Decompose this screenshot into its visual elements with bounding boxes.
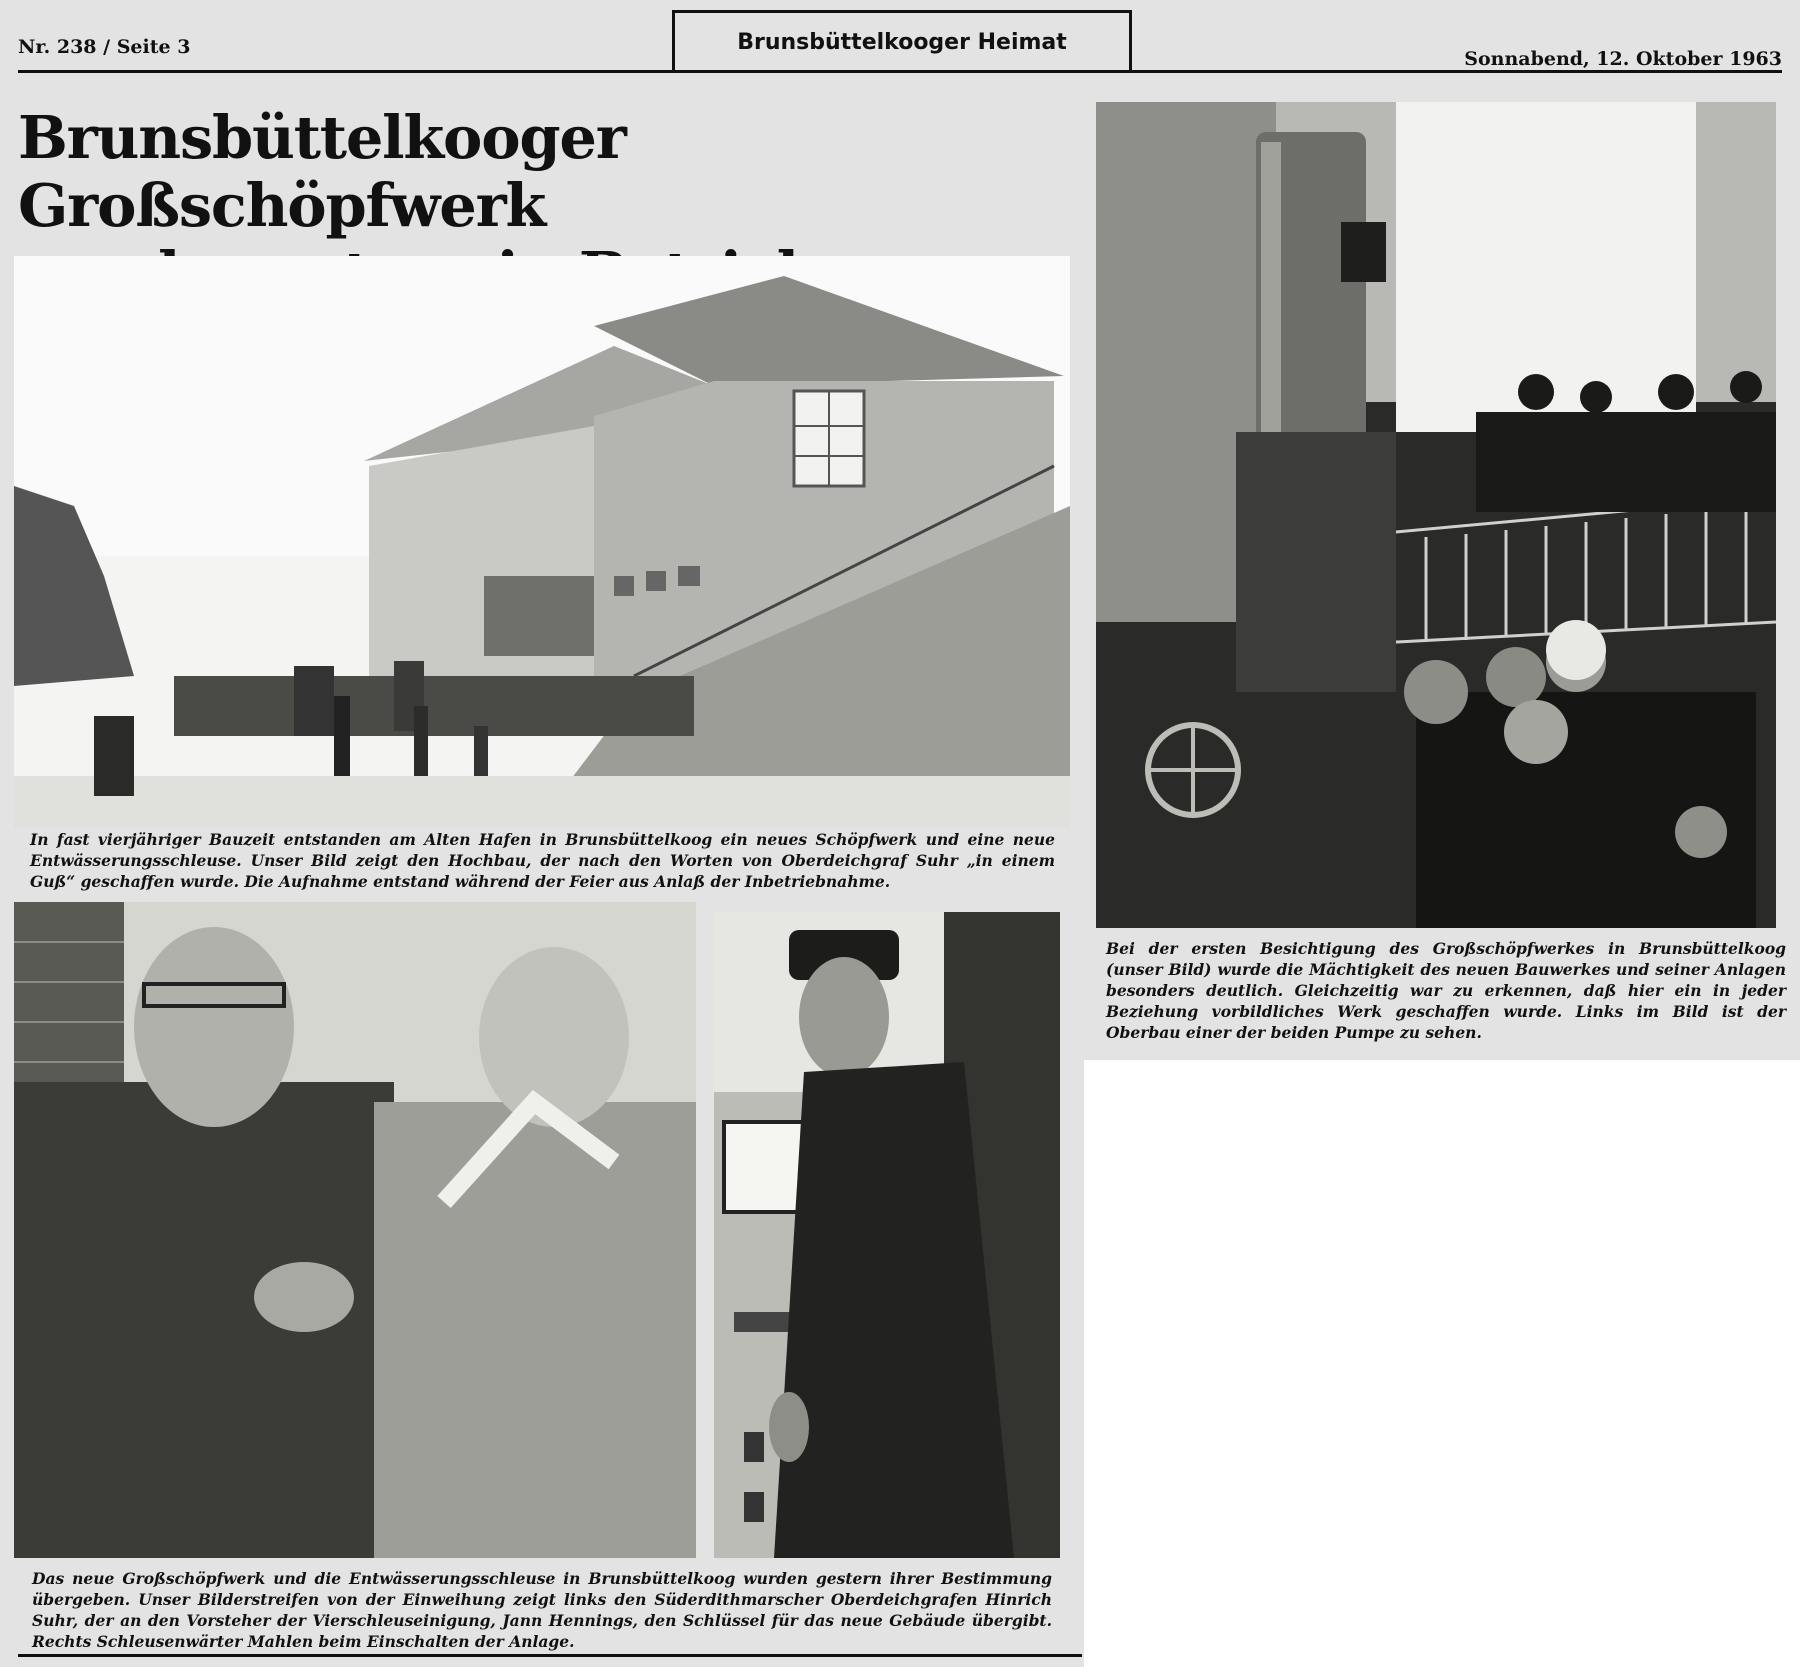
caption-pump: Bei der ersten Besichtigung des Großschöpfwerkes in Brunsbüttelkoog (unser Bild) wurde die Mächtigkeit des neuen Bauwerkes und seiner Anlagen besonders deutlich. Gleichzeitig war zu erkennen, daß hier ein in jeder Beziehung vorbildliches Werk geschaffen wurde. Links im Bild ist der Oberbau einer der beiden Pumpe zu sehen. xyxy=(1106,939,1786,1042)
blank-area xyxy=(1084,1060,1800,1667)
photo-pump xyxy=(1096,102,1776,928)
bottom-rule xyxy=(18,1654,1082,1657)
photo-building xyxy=(14,256,1070,828)
photo-handshake-image xyxy=(14,902,696,1558)
headline-line-1: Brunsbüttelkooger Großschöpfwerk xyxy=(18,103,626,240)
caption-building: In fast vierjähriger Bauzeit entstanden am Alten Hafen in Brunsbüttelkoog ein neues Schöpfwerk und eine neue Entwässerungsschleuse. Unser Bild zeigt den Hochbau, der nach den Worten von Oberdeichgraf Suhr „in einem Guß“ geschaffen wurde. Die Aufnahme entstand während der Feier aus Anlaß der Inbetriebnahme. xyxy=(30,830,1055,891)
photo-building-image xyxy=(14,256,1070,828)
header-rule xyxy=(18,70,1782,73)
section-title: Brunsbüttelkooger Heimat xyxy=(672,10,1132,70)
publication-date: Sonnabend, 12. Oktober 1963 xyxy=(1464,48,1782,70)
photo-handshake xyxy=(14,902,696,1558)
photo-operator xyxy=(714,912,1060,1558)
photo-pump-image xyxy=(1096,102,1776,928)
caption-strip: Das neue Großschöpfwerk und die Entwässerungsschleuse in Brunsbüttelkoog wurden gestern ihrer Bestimmung übergeben. Unser Bilderstreifen von der Einweihung zeigt links den Süderdithmarscher Oberdeichgrafen Hinrich Suhr, der an den Vorsteher der Vierschleuseinigung, Jann Hennings, den Schlüssel für das neue Gebäude übergibt. Rechts Schleusenwärter Mahlen beim Einschalten der Anlage. xyxy=(32,1569,1052,1651)
photo-operator-image xyxy=(714,912,1060,1558)
issue-number: Nr. 238 / Seite 3 xyxy=(18,36,191,58)
